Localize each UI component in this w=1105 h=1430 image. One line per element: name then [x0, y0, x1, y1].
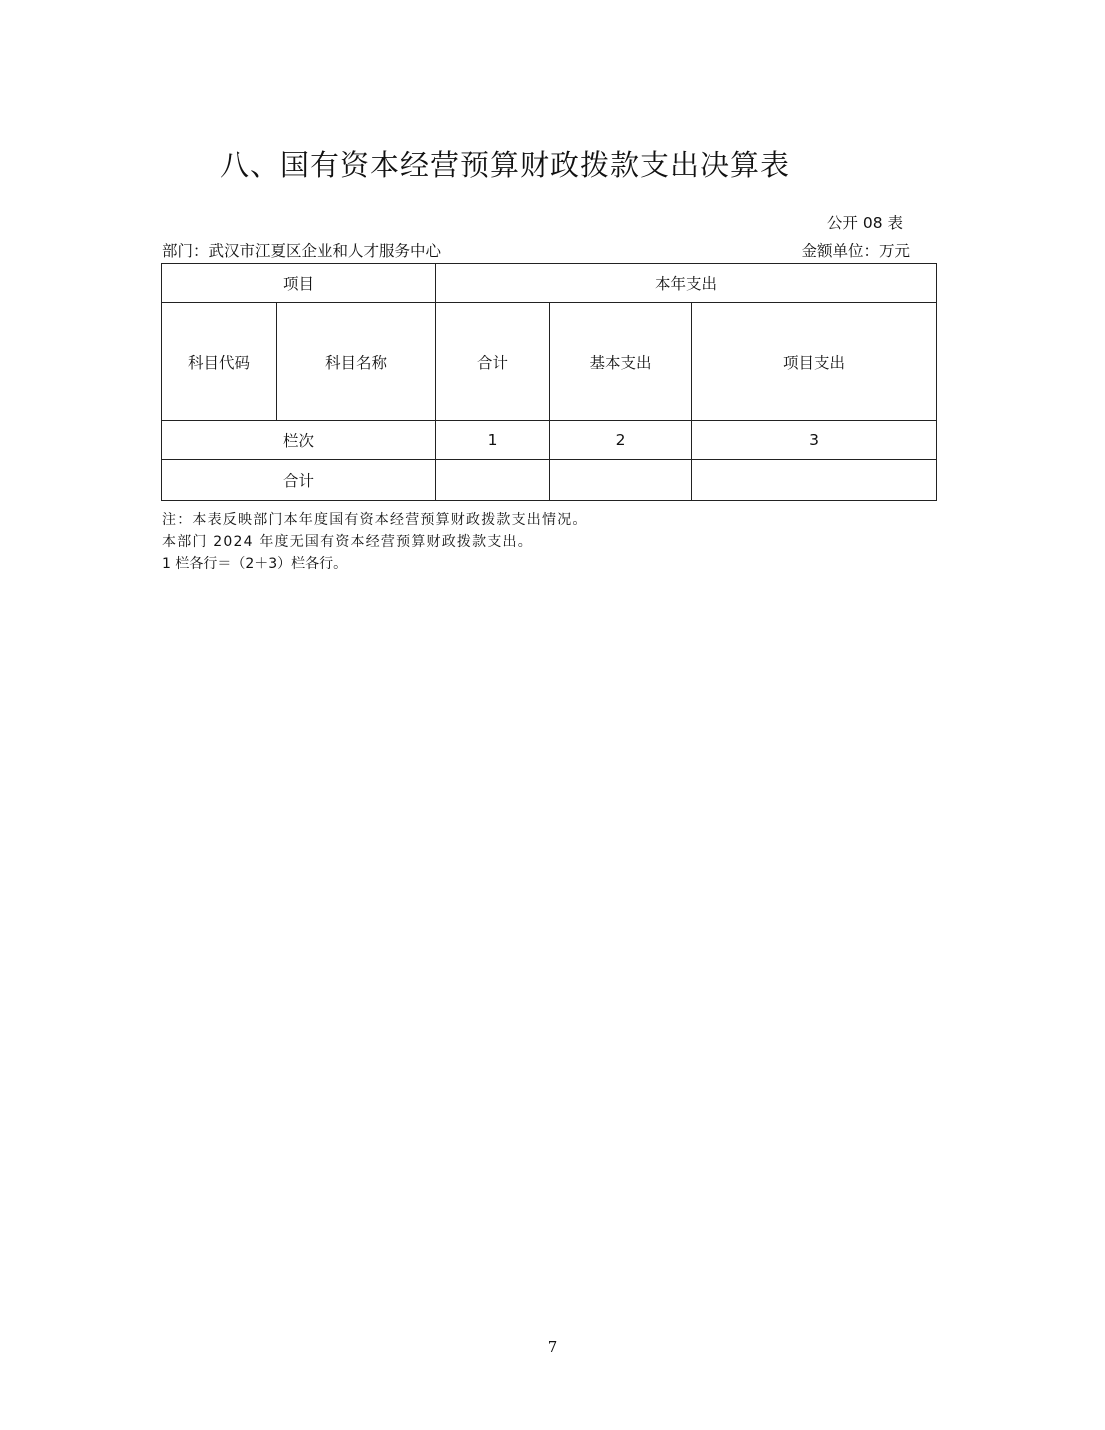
total-value-cell	[436, 460, 550, 501]
amount-unit-label: 金额单位：万元	[801, 242, 910, 260]
header-project-cell: 项目	[162, 264, 436, 303]
basic-value-cell	[550, 460, 692, 501]
column-total: 合计	[436, 303, 550, 421]
department-label: 部门：武汉市江夏区企业和人才服务中心	[162, 242, 442, 260]
total-row-label: 合计	[162, 460, 436, 501]
column-number-1: 1	[436, 421, 550, 460]
column-number-2: 2	[550, 421, 692, 460]
header-expense-cell: 本年支出	[436, 264, 937, 303]
project-value-cell	[692, 460, 937, 501]
column-number-label: 栏次	[162, 421, 436, 460]
page-title: 八、国有资本经营预算财政拨款支出决算表	[220, 148, 791, 182]
column-subject-name: 科目名称	[277, 303, 436, 421]
note-line: 注：本表反映部门本年度国有资本经营预算财政拨款支出情况。	[162, 512, 588, 528]
table-subheader-row	[162, 303, 937, 421]
note-line: 1 栏各行＝（2＋3）栏各行。	[162, 556, 348, 572]
page-number: 7	[547, 1338, 558, 1356]
table-total-row	[162, 460, 937, 501]
table-header-row	[162, 264, 937, 303]
column-subject-code: 科目代码	[162, 303, 277, 421]
column-number-3: 3	[692, 421, 937, 460]
column-project-expense: 项目支出	[692, 303, 937, 421]
table-column-number-row	[162, 421, 937, 460]
table-notes	[162, 509, 588, 575]
expenditure-table	[161, 263, 937, 501]
column-basic-expense: 基本支出	[550, 303, 692, 421]
form-number: 公开 08 表	[826, 214, 903, 232]
note-line: 本部门 2024 年度无国有资本经营预算财政拨款支出。	[162, 534, 533, 550]
